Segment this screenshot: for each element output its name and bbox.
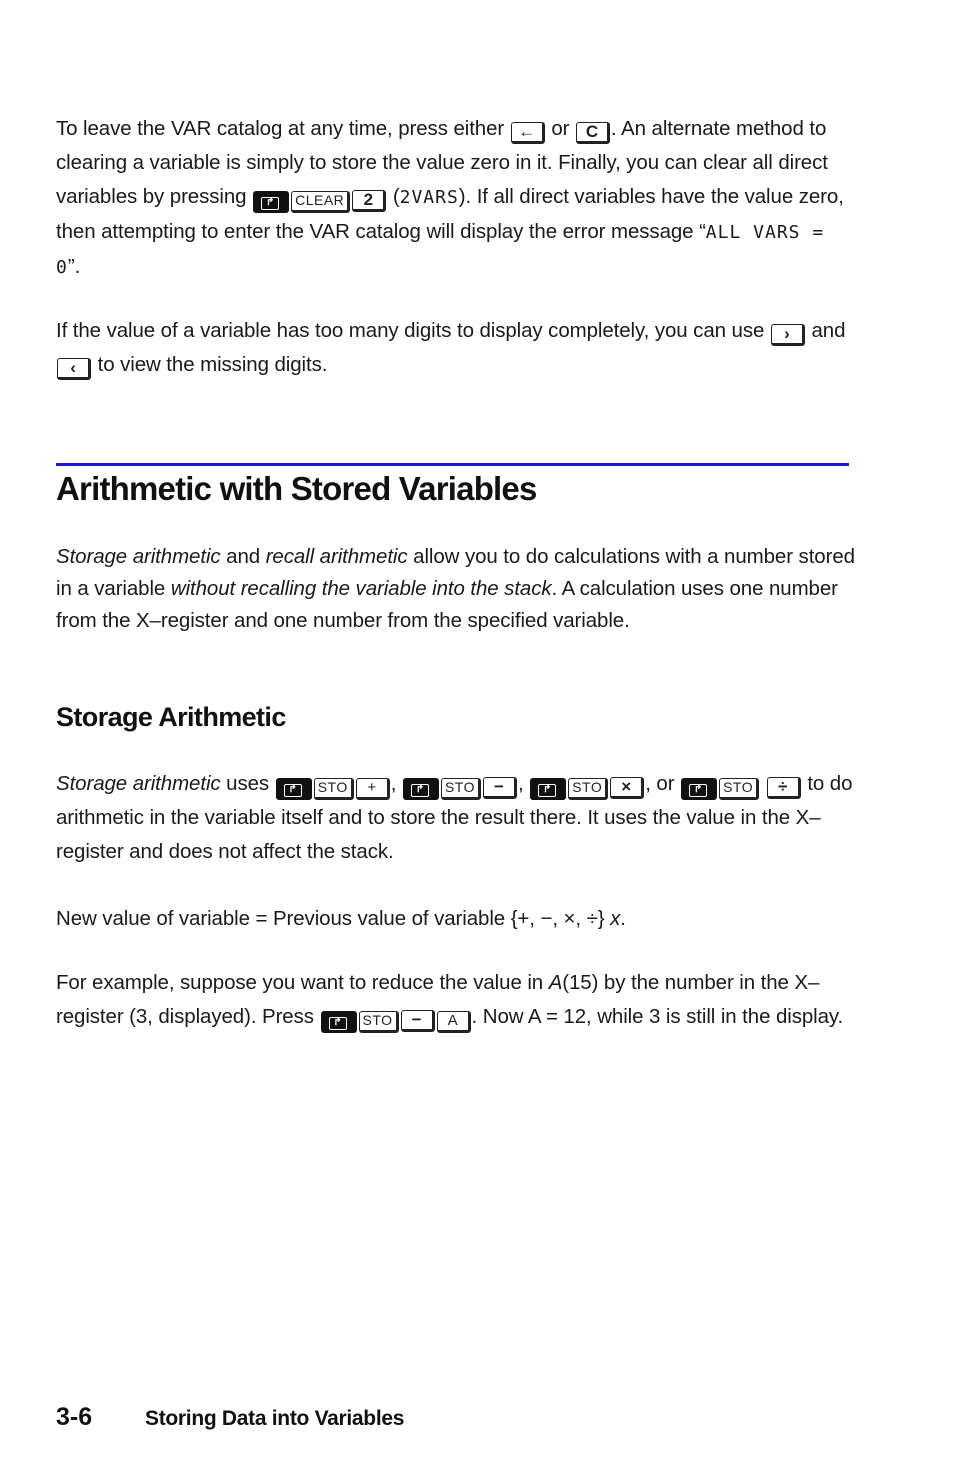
- text: x: [610, 907, 621, 930]
- right-shift-key-icon: ↱: [403, 778, 439, 800]
- text: to view the missing digits.: [97, 353, 328, 376]
- text: without recalling the variable into the stack: [170, 577, 552, 600]
- divide-key-icon: ÷: [767, 777, 801, 799]
- text: Storage arithmetic: [56, 545, 221, 568]
- text: For example, suppose you want to reduce the value in: [56, 971, 544, 994]
- section-heading: Arithmetic with Stored Variables: [56, 470, 537, 507]
- plus-key-icon: +: [356, 778, 390, 800]
- right-shift-key-icon: ↱: [321, 1011, 357, 1033]
- right-shift-key-icon: ↱: [681, 778, 717, 800]
- subsection-heading: Storage Arithmetic: [56, 702, 286, 732]
- paragraph-example: [56, 966, 856, 1034]
- text: .: [620, 907, 626, 930]
- c-key-icon: C: [576, 122, 610, 144]
- page-footer: [56, 1403, 405, 1432]
- paragraph-var-catalog: [56, 112, 856, 285]
- text: (: [392, 185, 400, 208]
- text: uses: [226, 772, 270, 795]
- text: . An alternate method to clearing a variable is simply to store the value zero in it. Finally, you can clear all direct variables by pressing: [56, 117, 828, 208]
- text: or: [551, 117, 570, 140]
- text: To leave the VAR catalog at any time, press either: [56, 117, 505, 140]
- paragraph-missing-digits: [56, 314, 856, 382]
- a-key-icon: A: [437, 1011, 471, 1033]
- right-shift-key-icon: ↱: [530, 778, 566, 800]
- text: ”.: [67, 255, 81, 278]
- lcd-2vars: 2VARS: [399, 187, 459, 208]
- text: (15) by the number in the X–register (3, displayed). Press: [56, 971, 820, 1028]
- left-arrow-key-icon: ‹: [57, 358, 91, 380]
- text: A: [548, 971, 563, 994]
- sto-key-icon: STO: [359, 1011, 399, 1033]
- times-key-icon: ×: [610, 777, 644, 799]
- paragraph-storage-arithmetic: [56, 767, 856, 869]
- chapter-title: Storing Data into Variables: [145, 1407, 405, 1430]
- text: . Now A = 12, while 3 is still in the display.: [471, 1005, 844, 1028]
- paragraph-section-intro: [56, 541, 856, 637]
- right-shift-key-icon: ↱: [276, 778, 312, 800]
- text: and: [811, 319, 846, 342]
- section-rule: [56, 463, 849, 466]
- text: ,: [390, 772, 397, 795]
- clear-key-icon: CLEAR: [291, 191, 350, 213]
- formula-line: [56, 902, 856, 936]
- text: If the value of a variable has too many digits to display completely, you can use: [56, 319, 765, 342]
- minus-key-icon: −: [483, 777, 517, 799]
- right-shift-key-icon: ↱: [253, 191, 289, 213]
- two-key-icon: 2: [352, 190, 386, 212]
- text: and: [226, 545, 261, 568]
- sto-key-icon: STO: [441, 778, 481, 800]
- sto-key-icon: STO: [314, 778, 354, 800]
- text: , or: [645, 772, 675, 795]
- text: Storage arithmetic: [56, 772, 221, 795]
- text: ,: [517, 772, 524, 795]
- page-number: 3-6: [56, 1403, 93, 1431]
- backspace-key-icon: ←: [511, 122, 545, 144]
- text: . A calculation uses one number from the X–register and one number from the specified variable.: [56, 577, 838, 632]
- sto-key-icon: STO: [568, 778, 608, 800]
- text: New value of variable = Previous value of variable {+, −, ×, ÷}: [56, 907, 605, 930]
- minus-key-icon: −: [401, 1010, 435, 1032]
- lcd-error-message: ALL VARS = 0: [56, 222, 825, 278]
- text: to do arithmetic in the variable itself and to store the result there. It uses the value in the X–register and does not affect the stack.: [56, 772, 853, 863]
- text: recall arithmetic: [265, 545, 408, 568]
- text: ). If all direct variables have the value zero, then attempting to enter the VAR catalog will display the error message “: [56, 185, 844, 243]
- right-arrow-key-icon: ›: [771, 324, 805, 346]
- sto-key-icon: STO: [719, 778, 759, 800]
- text: allow you to do calculations with a number stored in a variable: [56, 545, 855, 600]
